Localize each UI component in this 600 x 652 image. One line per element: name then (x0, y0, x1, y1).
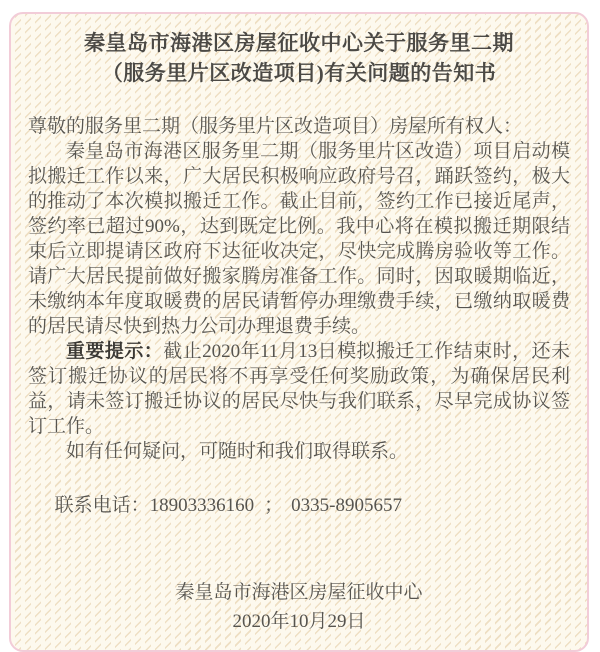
signature-org: 秦皇岛市海港区房屋征收中心 (175, 582, 423, 603)
notice-body (28, 114, 570, 464)
notice-title (28, 28, 570, 88)
important-label: 重要提示： (66, 341, 164, 362)
paragraph-important (28, 339, 570, 439)
paragraph-progress: 秦皇岛市海港区服务里二期（服务里片区改造）项目启动模拟搬迁工作以来，广大居民积极响应政府号召，踊跃签约，极大的推动了本次模拟搬迁工作。截止目前，签约工作已接近尾声，签约率已超过90%，达到既定比例。我中心将在模拟搬迁期限结束后立即提请区政府下达征收决定，尽快完成腾房验收等工作。请广大居民提前做好搬家腾房准备工作。同时，因取暖期临近，未缴纳本年度取暖费的居民请暂停办理缴费手续，已缴纳取暖费的居民请尽快到热力公司办理退费手续。 (28, 141, 570, 337)
salutation: 尊敬的服务里二期（服务里片区改造项目）房屋所有权人： (28, 116, 523, 137)
contact-separator: ； (264, 495, 284, 516)
phone-number-mobile: 18903336160 (149, 495, 255, 516)
contact-label: 联系电话： (54, 495, 150, 516)
paragraph-closing: 如有任何疑问，可随时和我们取得联系。 (66, 441, 409, 462)
signature-date: 2020年10月29日 (232, 611, 366, 632)
notice-card (9, 12, 589, 652)
title-line-2: （服务里片区改造项目)有关问题的告知书 (101, 61, 497, 85)
phone-number-landline: 0335-8905657 (291, 495, 402, 516)
contact-line (28, 493, 570, 518)
important-text: 截止2020年11月13日模拟搬迁工作结束时，还未签订搬迁协议的居民将不再享受任何奖励政策，为确保居民利益，请未签订搬迁协议的居民尽快与我们联系，尽早完成协议签订工作。 (28, 341, 570, 437)
signature-block (28, 578, 570, 636)
title-line-1: 秦皇岛市海港区房屋征收中心关于服务里二期 (84, 31, 514, 55)
